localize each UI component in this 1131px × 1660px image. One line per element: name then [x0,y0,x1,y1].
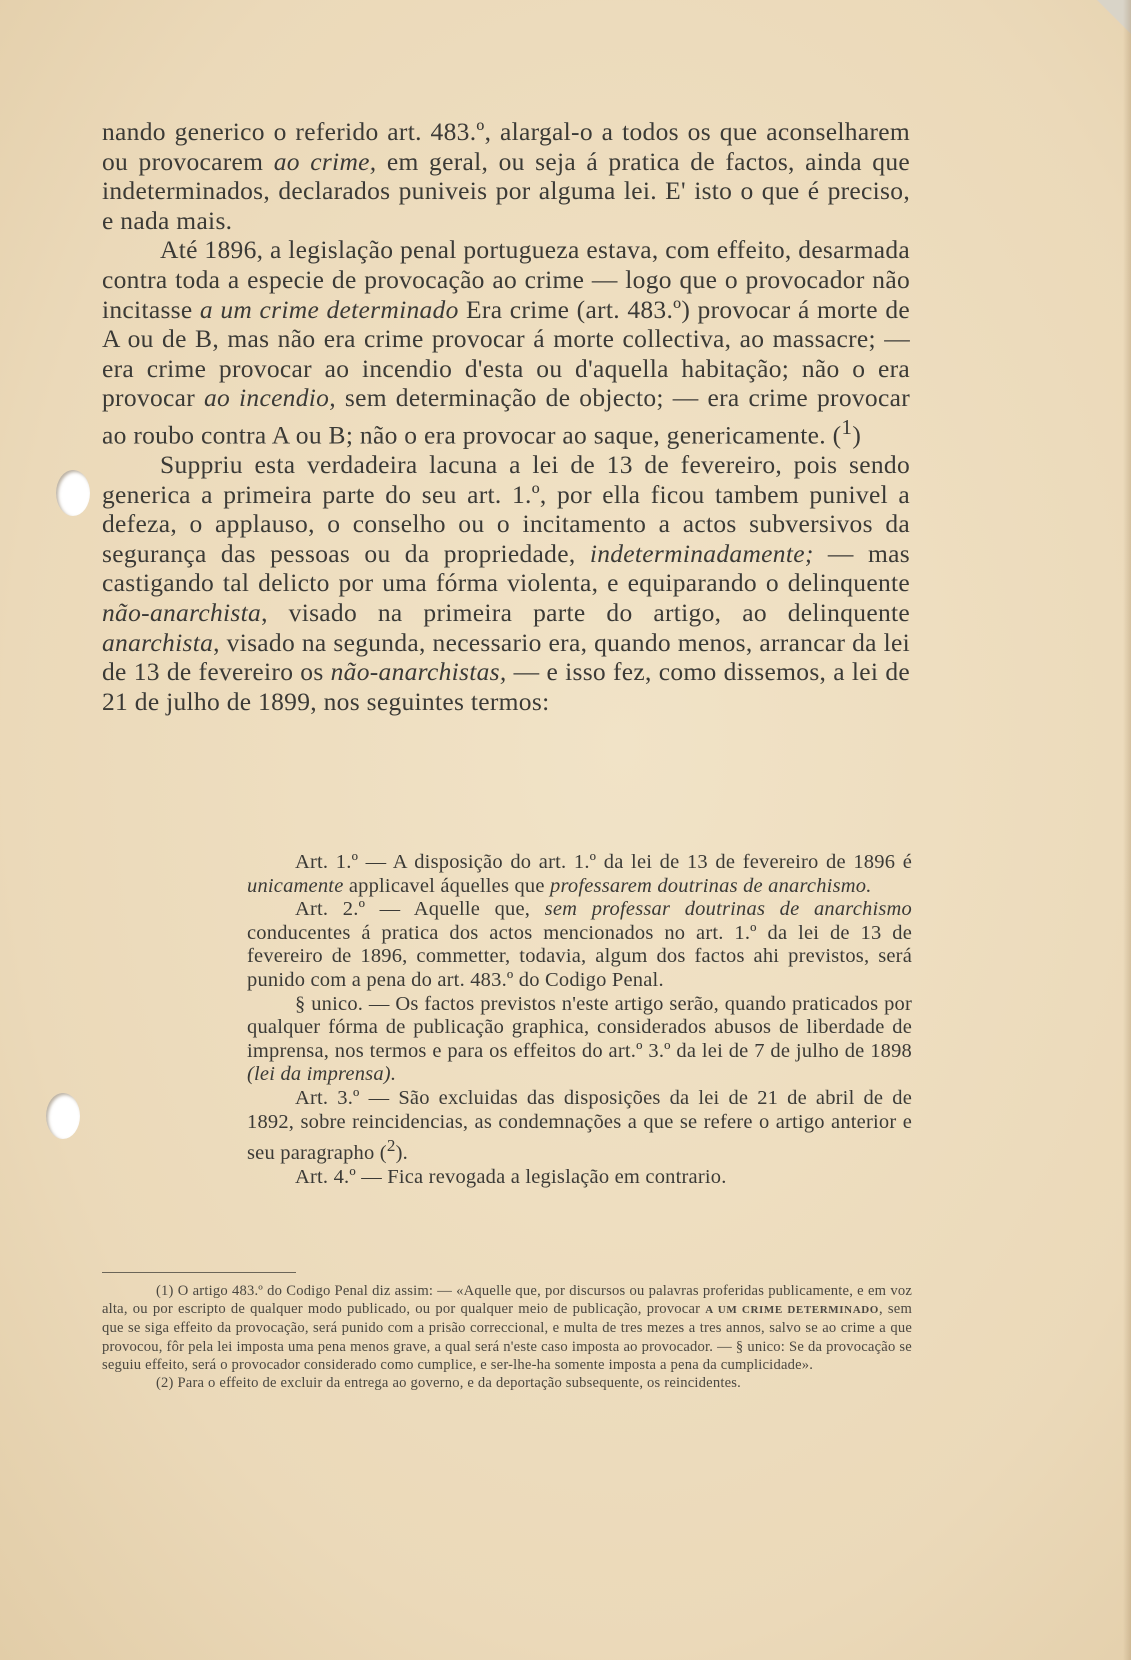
footnotes [102,1282,912,1392]
paragraph-3: Suppriu esta verdadeira lacuna a lei de 13 de fevereiro, pois sendo generica a primeira parte do seu art. 1.º, por ella ficou tambem punivel a defeza, o applauso, o conselho ou o incitamento a actos subversivos da segurança das pessoas ou da propriedade, indeterminadamente; — mas castigando tal delicto por uma fórma violenta, e equiparando o delinquente não-anarchista, visado na primeira parte do artigo, ao delinquente anarchista, visado na segunda, necessario era, quando menos, arrancar da lei de 13 de fevereiro os não-anarchistas, — e isso fez, como dissemos, a lei de 21 de julho de 1899, nos seguintes termos: [102,450,910,716]
law-paragraph-unico: § unico. — Os factos previstos n'este artigo serão, quando praticados por qualquer fórma de publicação graphica, considerados abusos de liberdade de imprensa, nos termos e para os effeitos do art.º 3.º da lei de 7 de julho de 1898 (lei da imprensa). [247,992,912,1086]
footnote-2: (2) Para o effeito de excluir da entrega ao governo, e da deportação subsequente, os reincidentes. [156,1375,742,1392]
footnote-ref-1[interactable]: 1 [841,414,853,439]
punch-hole-icon [46,1093,80,1139]
punch-hole-icon [56,470,90,516]
paragraph-1: nando generico o referido art. 483.º, alargal-o a todos os que aconselharem ou provocarem ao crime, em geral, ou seja á pratica de factos, ainda que indeterminados, declarados puniveis por alguma lei. E' isto o que é preciso, e nada mais. [102,117,910,235]
law-article-4: Art. 4.º — Fica revogada a legislação em contrario. [295,1165,727,1188]
paragraph-2: Até 1896, a legislação penal portugueza estava, com effeito, desarmada contra toda a especie de provocação ao crime — logo que o provocador não incitasse a um crime determinado Era crime (art. 483.º) provocar á morte de A ou de B, mas não era crime provocar á morte collectiva, ao massacre; — era crime provocar ao incendio d'esta ou d'aquella habitação; não o era provocar ao incendio, sem determinação de objecto; — era crime provocar ao roubo contra A ou B; não o era provocar ao saque, genericamente. ($^1$) [102,235,910,450]
footnote-divider [102,1272,296,1273]
law-article-3: Art. 3.º — São excluidas das disposições da lei de 21 de abril de de 1892, sobre reincidencias, as condemnações a que se refere o artigo anterior e seu paragrapho ($^2$). [247,1086,912,1164]
footnote-ref-2[interactable]: 2 [386,1136,396,1156]
law-article-2: Art. 2.º — Aquelle que, sem professar doutrinas de anarchismo conducentes á pratica dos actos mencionados no art. 1.º da lei de 13 de fevereiro de 1896, commetter, todavia, algum dos factos ahi previstos, será punido com a pena do art. 483.º do Codigo Penal. [247,898,912,991]
law-article-1: Art. 1.º — A disposição do art. 1.º da lei de 13 de fevereiro de 1896 é unicamente applicavel áquelles que professarem doutrinas de anarchismo. [247,851,912,897]
law-quote [247,851,912,1189]
footnote-1: (1) O artigo 483.º do Codigo Penal diz assim: — «Aquelle que, por discursos ou palavras proferidas publicamente, e em voz alta, ou por escripto de qualquer modo publicado, ou por qualquer meio de publicação, provocar A UM CRIME DETERMINADO, sem que se siga effeito da provocação, será punido com a prisão correccional, e multa de tres mezes a tres annos, salvo se ao crime a que provocou, fôr pela lei imposta uma pena menos grave, a qual será n'este caso imposta ao provocador. — § unico: Se da provocação se seguiu effeito, será o provocador considerado como cumplice, e ser-lhe-ha somente imposta a pena da cumplicidade». [102,1283,912,1373]
main-text [102,117,910,716]
page-edge-shadow [1123,0,1131,1660]
